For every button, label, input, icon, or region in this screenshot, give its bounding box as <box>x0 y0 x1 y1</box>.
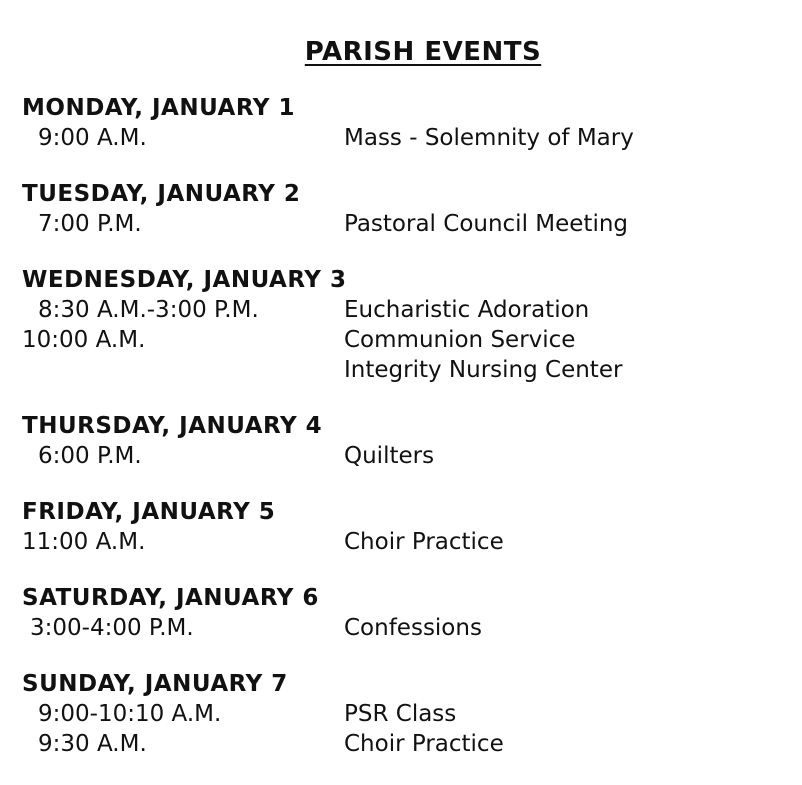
event-description: PSR Class <box>344 701 457 727</box>
event-description: Eucharistic Adoration <box>344 297 590 323</box>
event-description: Mass - Solemnity of Mary <box>344 125 634 151</box>
event-time: 9:00 A.M. <box>38 125 147 151</box>
event-time: 10:00 A.M. <box>22 327 146 353</box>
event-time <box>22 355 344 385</box>
event-description: Pastoral Council Meeting <box>344 211 629 237</box>
event-row <box>22 613 782 643</box>
event-row <box>22 325 782 355</box>
event-row <box>22 527 782 557</box>
event-time: 3:00-4:00 P.M. <box>30 615 194 641</box>
event-time: 7:00 P.M. <box>38 211 142 237</box>
event-row <box>22 729 782 759</box>
event-row <box>22 441 782 471</box>
event-description: Integrity Nursing Center <box>344 357 623 383</box>
day-thursday <box>22 411 782 471</box>
event-time: 9:00-10:10 A.M. <box>38 701 222 727</box>
day-friday <box>22 497 782 557</box>
day-heading: TUESDAY, JANUARY 2 <box>22 181 301 207</box>
day-heading: SATURDAY, JANUARY 6 <box>22 585 319 611</box>
day-heading: SUNDAY, JANUARY 7 <box>22 671 288 697</box>
event-time: 11:00 A.M. <box>22 529 146 555</box>
event-description: Confessions <box>344 615 482 641</box>
day-sunday <box>22 669 782 759</box>
day-heading: MONDAY, JANUARY 1 <box>22 95 295 121</box>
events-list <box>22 93 782 785</box>
day-wednesday <box>22 265 782 385</box>
event-time: 9:30 A.M. <box>38 731 147 757</box>
day-saturday <box>22 583 782 643</box>
event-row <box>22 295 782 325</box>
event-time: 8:30 A.M.-3:00 P.M. <box>38 297 259 323</box>
event-row <box>22 209 782 239</box>
event-description: Quilters <box>344 443 435 469</box>
page-title: PARISH EVENTS <box>304 37 542 67</box>
day-monday <box>22 93 782 153</box>
day-heading: THURSDAY, JANUARY 4 <box>22 413 323 439</box>
event-description: Choir Practice <box>344 529 504 555</box>
event-row <box>22 123 782 153</box>
event-row <box>22 355 782 385</box>
event-description: Communion Service <box>344 327 576 353</box>
event-row <box>22 699 782 729</box>
day-tuesday <box>22 179 782 239</box>
event-description: Choir Practice <box>344 731 504 757</box>
day-heading: FRIDAY, JANUARY 5 <box>22 499 276 525</box>
event-time: 6:00 P.M. <box>38 443 142 469</box>
day-heading: WEDNESDAY, JANUARY 3 <box>22 267 347 293</box>
